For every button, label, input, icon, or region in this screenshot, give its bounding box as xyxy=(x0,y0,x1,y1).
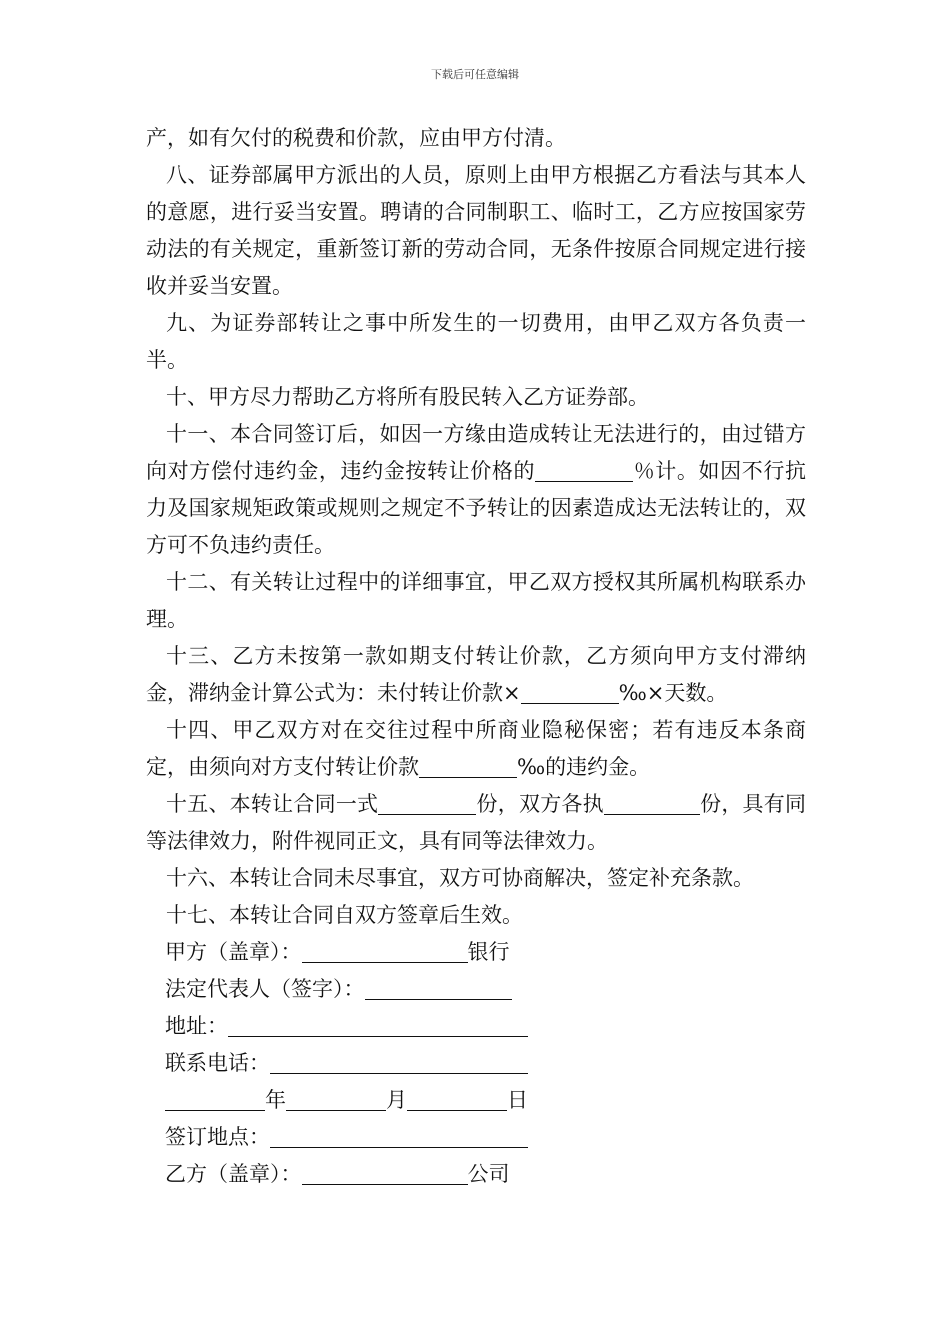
party-a-field[interactable] xyxy=(302,940,468,963)
clause-10: 十、甲方尽力帮助乙方将所有股民转入乙方证券部。 xyxy=(166,385,649,409)
address-label: 地址： xyxy=(165,1014,228,1038)
clause-8: 八、证券部属甲方派出的人员，原则上由甲方根据乙方看法与其本人的意愿，进行妥当安置。聘请的合同制职工、临时工，乙方应按国家劳动法的有关规定，重新签订新的劳动合同，无条件按原合同规定进行接收并妥当安置。 xyxy=(146,163,806,298)
day-label: 日 xyxy=(507,1088,528,1112)
clause-9: 九、为证券部转让之事中所发生的一切费用，由甲乙双方各负责一半。 xyxy=(146,311,806,372)
address-field[interactable] xyxy=(228,1014,528,1037)
clause-12: 十二、有关转让过程中的详细事宜，甲乙双方授权其所属机构联系办理。 xyxy=(146,570,806,631)
clause-11-text-b: ％计。如因不行抗力及国家规矩政策或规则之规定不予转让的因素造成达无法转让的，双方可不负违约责任。 xyxy=(146,459,807,557)
clause-15 xyxy=(146,786,806,860)
clause-16: 十六、本转让合同未尽事宜，双方可协商解决，签定补充条款。 xyxy=(166,866,754,890)
clause-13-text-a: 十三、乙方未按第一款如期支付转让价款，乙方须向甲方支付滞纳金，滞纳金计算公式为：未付转让价款× xyxy=(146,644,806,705)
address-line xyxy=(146,1008,806,1045)
blank-percent-field[interactable] xyxy=(535,459,633,482)
date-line xyxy=(146,1082,806,1119)
month-label: 月 xyxy=(386,1088,407,1112)
place-line xyxy=(146,1119,806,1156)
clause-15-text-b: 份，双方各执 xyxy=(476,792,604,816)
phone-label: 联系电话： xyxy=(165,1051,270,1075)
year-field[interactable] xyxy=(165,1088,265,1111)
clause-14-text-a: 十四、甲乙双方对在交往过程中所商业隐秘保密；若有违反本条商定，由须向对方支付转让价款 xyxy=(146,718,806,779)
month-field[interactable] xyxy=(286,1088,386,1111)
blank-each-copies-field[interactable] xyxy=(604,792,700,815)
party-b-suffix: 公司 xyxy=(467,1162,510,1186)
party-a-label: 甲方（盖章）： xyxy=(165,940,302,964)
blank-penalty-field[interactable] xyxy=(419,755,517,778)
paragraph-continuation: 产，如有欠付的税费和价款，应由甲方付清。 xyxy=(146,126,566,150)
clause-15-text-c: 份，具有同等法律效力，附件视同正文，具有同等法律效力。 xyxy=(146,792,807,853)
clause-15-text-a: 十五、本转让合同一式 xyxy=(166,792,379,816)
party-b-label: 乙方（盖章）： xyxy=(165,1162,302,1186)
place-field[interactable] xyxy=(270,1125,528,1148)
blank-permille-field[interactable] xyxy=(521,681,619,704)
clause-11 xyxy=(146,416,806,564)
party-a-suffix: 银行 xyxy=(467,940,510,964)
year-label: 年 xyxy=(265,1088,286,1112)
legal-rep-line xyxy=(146,971,806,1008)
clause-11-text-a: 十一、本合同签订后，如因一方缘由造成转让无法进行的，由过错方向对方偿付违约金，违约金按转让价格的 xyxy=(146,422,806,483)
day-field[interactable] xyxy=(407,1088,507,1111)
legal-rep-label: 法定代表人（签字）： xyxy=(165,977,365,1001)
clause-14-text-b: ‰的违约金。 xyxy=(517,755,651,779)
party-b-line xyxy=(146,1156,806,1193)
party-b-field[interactable] xyxy=(302,1162,468,1185)
page-header: 下载后可任意编辑 xyxy=(431,68,519,81)
legal-rep-field[interactable] xyxy=(365,977,512,1000)
place-label: 签订地点： xyxy=(165,1125,270,1149)
clause-13-text-b: ‰×天数。 xyxy=(618,681,728,705)
blank-copies-field[interactable] xyxy=(378,792,476,815)
clause-13 xyxy=(146,638,806,712)
party-a-line xyxy=(146,934,806,971)
phone-field[interactable] xyxy=(270,1051,528,1074)
contract-body xyxy=(146,120,806,1193)
clause-14 xyxy=(146,712,806,786)
phone-line xyxy=(146,1045,806,1082)
clause-17: 十七、本转让合同自双方签章后生效。 xyxy=(166,903,523,927)
